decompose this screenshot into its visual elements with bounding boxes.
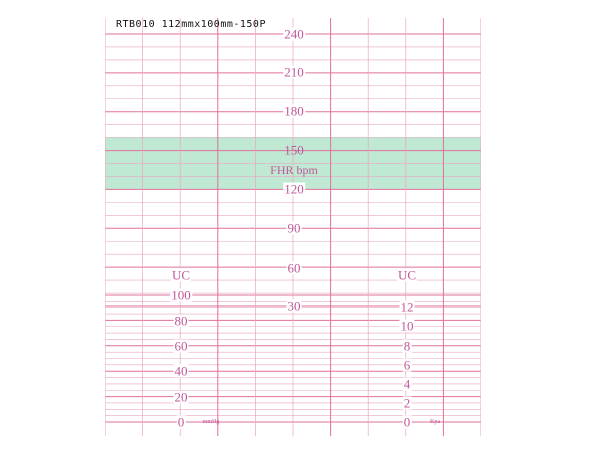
uc-right-tick-10: 10 [400, 318, 414, 334]
uc-left-tick-60: 60 [174, 338, 188, 354]
uc-left-tick-40: 40 [174, 363, 188, 379]
uc-left-tick-80: 80 [174, 313, 188, 329]
fhr-tick-120: 120 [284, 181, 304, 197]
uc-left-unit: mmHg [202, 419, 220, 425]
paper-title: RTB010 112mmx100mm-150P [116, 19, 266, 30]
uc-left-tick-0: 0 [177, 414, 185, 430]
uc-left-tick-100: 100 [171, 287, 191, 303]
uc-right-tick-2: 2 [403, 395, 411, 411]
uc-right-unit: Kpa [430, 419, 440, 425]
fhr-tick-90: 90 [287, 220, 301, 236]
uc-right-tick-8: 8 [403, 338, 411, 354]
uc-right-tick-4: 4 [403, 376, 411, 392]
fhr-tick-240: 240 [284, 26, 304, 42]
fhr-tick-150: 150 [284, 142, 304, 158]
uc-right-tick-0: 0 [403, 414, 411, 430]
uc-right-header: UC [397, 267, 417, 283]
fhr-tick-210: 210 [284, 64, 304, 80]
ctg-paper [105, 18, 481, 436]
fhr-tick-60: 60 [287, 260, 301, 276]
fhr-unit-label: FHR bpm [270, 163, 318, 177]
fhr-tick-180: 180 [284, 103, 304, 119]
uc-right-tick-6: 6 [403, 357, 411, 373]
fhr-tick-30: 30 [287, 298, 301, 314]
uc-right-tick-12: 12 [400, 299, 414, 315]
uc-left-header: UC [171, 267, 191, 283]
uc-left-tick-20: 20 [174, 389, 188, 405]
